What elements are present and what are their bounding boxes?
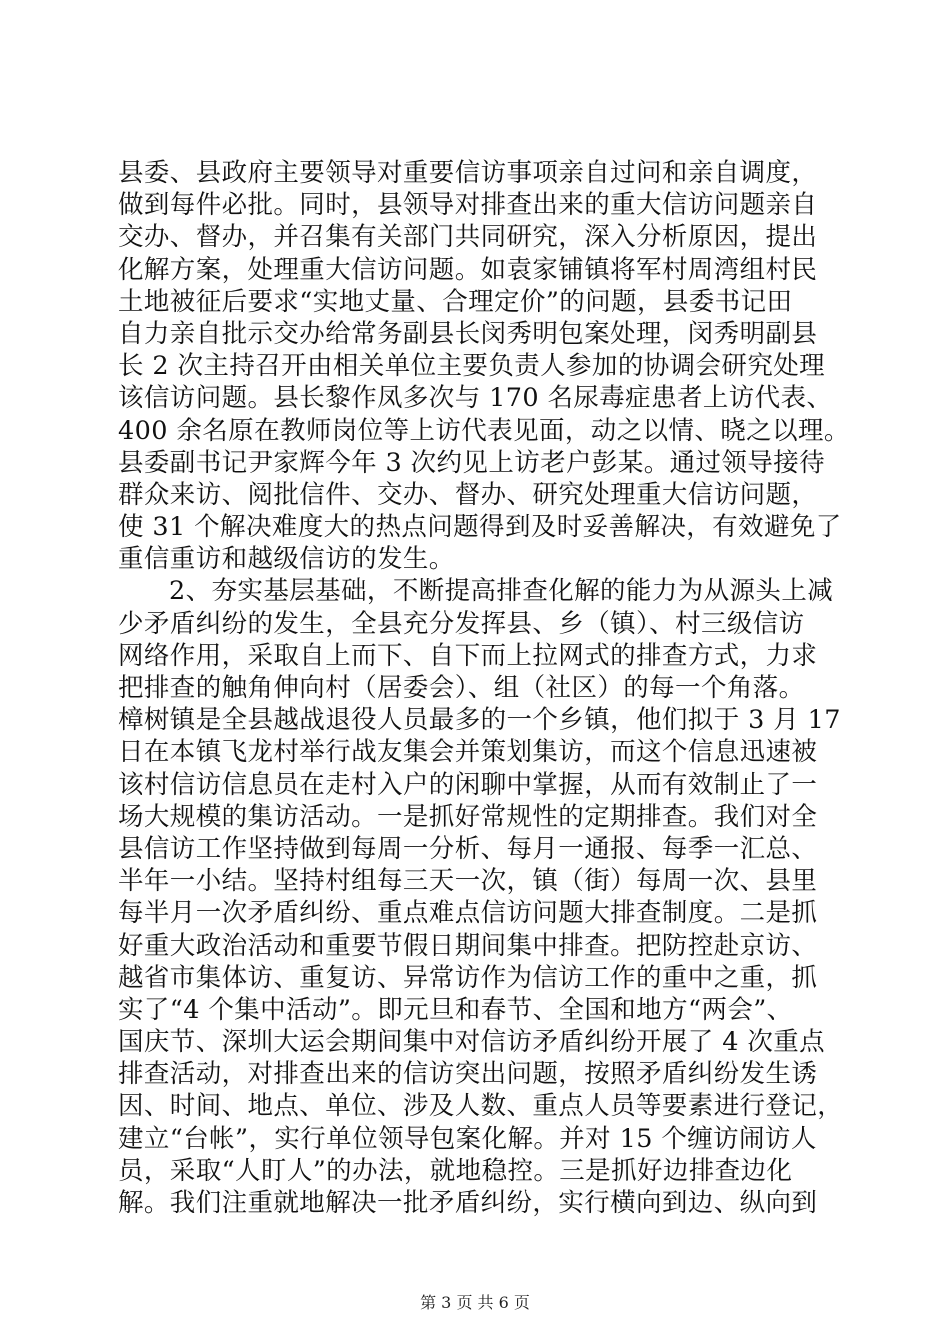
text-line: 场大规模的集访活动。一是抓好常规性的定期排查。我们对全 xyxy=(118,801,818,832)
text-line: 使 31 个解决难度大的热点问题得到及时妥善解决，有效避免了 xyxy=(118,512,842,543)
text-line: 做到每件必批。同时，县领导对排查出来的重大信访问题亲自 xyxy=(118,190,818,221)
text-line: 网络作用，采取自上而下、自下而上拉网式的排查方式，力求 xyxy=(118,640,818,671)
text-line: 把排查的触角伸向村（居委会）、组（社区）的每一个角落。 xyxy=(118,673,805,703)
text-line: 土地被征后要求“实地丈量、合理定价”的问题，县委书记田 xyxy=(118,286,793,317)
text-line: 县委、县政府主要领导对重要信访事项亲自过问和亲自调度， xyxy=(118,158,818,188)
text-line: 交办、督办，并召集有关部门共同研究，深入分析原因，提出 xyxy=(118,222,818,253)
text-line: 实了“4 个集中活动”。即元旦和春节、全国和地方“两会”、 xyxy=(118,994,793,1025)
text-line: 员，采取“人盯人”的办法，就地稳控。三是抓好边排查边化 xyxy=(118,1155,793,1186)
text-line: 少矛盾纠纷的发生，全县充分发挥县、乡（镇）、村三级信访 xyxy=(118,608,805,639)
text-line: 县委副书记尹家辉今年 3 次约见上访老户彭某。通过领导接待 xyxy=(118,447,826,478)
text-line: 该信访问题。县长黎作凤多次与 170 名尿毒症患者上访代表、 xyxy=(118,383,833,414)
text-line: 樟树镇是全县越战退役人员最多的一个乡镇，他们拟于 3 月 17 xyxy=(118,705,841,736)
text-line: 日在本镇飞龙村举行战友集会并策划集访，而这个信息迅速被 xyxy=(118,737,818,768)
text-line: 该村信访信息员在走村入户的闲聊中掌握，从而有效制止了一 xyxy=(118,769,818,800)
page-number-footer: 第 3 页 共 6 页 xyxy=(420,1293,530,1312)
text-line: 半年一小结。坚持村组每三天一次，镇（街）每周一次、县里 xyxy=(118,866,818,897)
text-line: 因、时间、地点、单位、涉及人数、重点人员等要素进行登记， xyxy=(118,1091,844,1122)
text-line: 越省市集体访、重复访、异常访作为信访工作的重中之重，抓 xyxy=(118,962,818,993)
text-line: 自力亲自批示交办给常务副县长闵秀明包案处理，闵秀明副县 xyxy=(118,318,818,349)
text-line: 重信重访和越级信访的发生。 xyxy=(118,544,455,575)
body-text xyxy=(118,157,850,1219)
text-line: 县信访工作坚持做到每周一分析、每月一通报、每季一汇总、 xyxy=(118,833,818,864)
text-line: 400 余名原在教师岗位等上访代表见面，动之以情、晓之以理。 xyxy=(118,415,850,446)
text-line: 建立“台帐”，实行单位领导包案化解。并对 15 个缠访闹访人 xyxy=(118,1123,817,1154)
text-line: 国庆节、深圳大运会期间集中对信访矛盾纠纷开展了 4 次重点 xyxy=(118,1027,826,1058)
text-line: 长 2 次主持召开由相关单位主要负责人参加的协调会研究处理 xyxy=(118,351,826,382)
text-line: 解。我们注重就地解决一批矛盾纠纷，实行横向到边、纵向到 xyxy=(118,1188,818,1218)
text-line: 化解方案，处理重大信访问题。如袁家铺镇将军村周湾组村民 xyxy=(118,254,818,285)
text-line: 排查活动，对排查出来的信访突出问题，按照矛盾纠纷发生诱 xyxy=(118,1059,818,1090)
text-line: 群众来访、阅批信件、交办、督办、研究处理重大信访问题， xyxy=(118,479,818,510)
paragraph-start-line: 2、夯实基层基础，不断提高排查化解的能力为从源头上减 xyxy=(169,576,834,607)
text-line: 每半月一次矛盾纠纷、重点难点信访问题大排查制度。二是抓 xyxy=(118,898,818,929)
text-line: 好重大政治活动和重要节假日期间集中排查。把防控赴京访、 xyxy=(118,930,818,961)
